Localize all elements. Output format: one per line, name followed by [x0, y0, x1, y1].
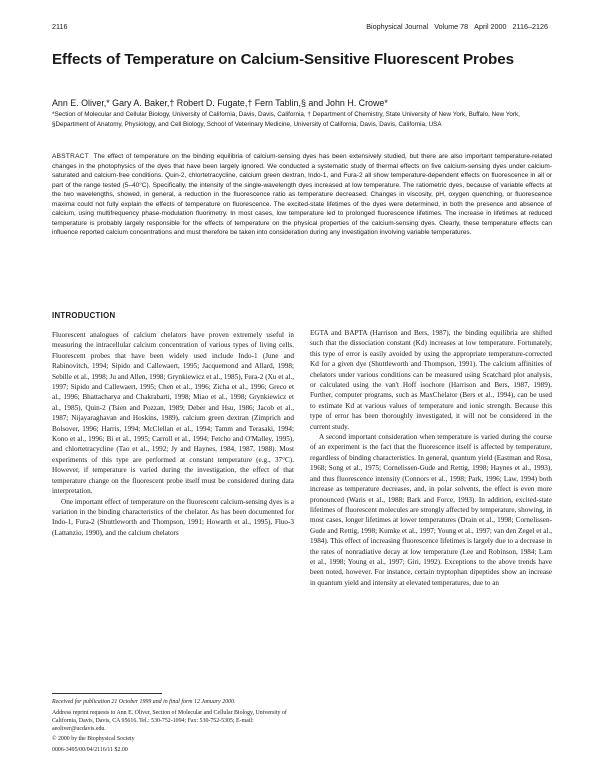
section-heading: INTRODUCTION	[52, 311, 116, 320]
journal-name: Biophysical Journal	[366, 22, 429, 31]
address-note: Address reprint requests to Ann E. Oliver, Section of Molecular and Cellular Biology, University of California, Davis, Davis, CA 95616. Tel.: 530-752-1094; Fax: 530-752-5305; E-mail: aeoliver@ucdavis.edu.	[52, 709, 287, 732]
page-number: 2116	[52, 22, 68, 31]
author-list: Ann E. Oliver,* Gary A. Baker,† Robert D. Fugate,† Fern Tablin,§ and John H. Crowe*	[52, 98, 388, 108]
right-column	[310, 328, 552, 772]
running-header	[362, 22, 548, 31]
body-paragraph: EGTA and BAPTA (Harrison and Bers, 1987), the binding equilibria are shifted such that the dissociation constant (Kd) increases at low temperature. Fortunately, this type of error is easily avoided by using the appropriate temperature-corrected Kd for a given dye (Shuttleworth and Thompson, 1991). The calcium affinities of chelators under various conditions can be measured using Scatchard plot analysis, or calculated using the van't Hoff isochore (Harrison and Bers, 1987, 1989). Further, computer programs, such as MaxChelator (Bers et al., 1994), can be used to estimate Kd at various values of temperature and ionic strength. Because this type of error has been thoroughly investigated, it will not be considered in the current study.	[310, 329, 552, 431]
body-paragraph: Fluorescent analogues of calcium chelators have proven extremely useful in measuring the intracellular calcium concentration of various types of living cells. Fluorescent probes that have been widely used include Indo-1 (June and Rabinovitch, 1994; Sipido and Callewaert, 1995; Jacquemond and Allard, 1998; Sebille et al., 1998; Ju and Allen, 1998; Grynkiewicz et al., 1985), Fura-2 (Xu et al., 1997; Sipido and Callewaert, 1995; Chen et al., 1996; Zicha et al., 1996; Greco et al., 1996; Bhattacharya and Chakrabarti, 1998; Miao et al., 1998; Grynkiewicz et al., 1985), Quin-2 (Tsien and Pozzan, 1989; Deber and Hsu, 1986; Jacob et al., 1987; Nijayaraghavan and Hoskins, 1989), calcium green dextran (Zimprich and Bolsover, 1996; Harris, 1994; McClellan et al., 1994; Tamm and Terasaki, 1994; Kono et al., 1996; Bi et al., 1995; Carroll et al., 1994; Fetcho and O'Malley, 1995), and chlortetracycline (Tao et al., 1992; Jy and Haynes, 1984, 1987, 1988). Most experiments of this type are performed at constant temperature (e.g., 37°C). However, if temperature is varied during the investigation, the effect of that temperature change on the fluorescent probe itself must be considered during data interpretation.	[52, 331, 294, 496]
abstract-label: ABSTRACT	[52, 153, 90, 160]
abstract-text: The effect of temperature on the binding equilibria of calcium-sensing dyes has been extensively studied, but there are also important temperature-related changes in the photophysics of the dyes that have been largely ignored. We conducted a systematic study of thermal effects on five calcium-sensing dyes under calcium-saturated and calcium-free conditions. Quin-2, chlortetracycline, calcium green dextran, Indo-1, and Fura-2 all show temperature-dependent effects on fluorescence in all or part of the range tested (5–40°C). Specifically, the intensity of the single-wavelength dyes increased at low temperature. The ratiometric dyes, because of variable effects at the two wavelengths, showed, in general, a reduction in the fluorescence ratio as temperature decreased. Changes in viscosity, pH, oxygen quenching, or fluorescence maxima could not fully explain the effects of temperature on fluorescence. The excited-state lifetimes of the dyes were determined, in both the presence and absence of calcium, using multifrequency phase-modulation fluorimetry. In most cases, low temperature led to prolonged fluorescence lifetimes. The increase in lifetimes at reduced temperature is probably largely responsible for the effects of temperature on the physical properties of the calcium-sensing dyes. Clearly, these temperature effects can influence reported calcium concentrations and must therefore be taken into consideration during any investigation involving variable temperatures.	[52, 153, 552, 236]
received-note: Received for publication 21 October 1999 and in final form 12 January 2000.	[52, 699, 236, 705]
footnotes	[52, 698, 294, 756]
article-title: Effects of Temperature on Calcium-Sensitive Fluorescent Probes	[52, 51, 514, 68]
journal-pages: 2116–2126	[512, 22, 548, 31]
left-column	[52, 330, 294, 693]
footnote-divider	[52, 693, 162, 694]
author-affiliations: *Section of Molecular and Cellular Biology, University of California, Davis, Davis, California, † Department of Chemistry, State University of New York, Buffalo, New York, §Department of Anatomy, Physiology, and Cell Biology, School of Veterinary Medicine, University of California, Davis, Davis, California, USA	[52, 111, 520, 128]
article-code: 0006-3495/00/04/2116/11 $2.00	[52, 746, 128, 753]
copyright-note: © 2000 by the Biophysical Society	[52, 736, 135, 742]
abstract	[52, 152, 552, 238]
body-paragraph: A second important consideration when temperature is varied during the course of an experiment is the fact that the fluorescence itself is affected by temperature, regardless of binding characteristics. In general, quantum yield (Eastman and Rosa, 1968; Song et al., 1975; Cornelissen-Gude and Rettig, 1998; Haynes et al., 1993), and thus fluorescence intensity (Connors et al., 1998; Park, 1996; Law, 1994) both increase as temperature decreases, and, in polar solvents, the effect is even more pronounced (Waris et al., 1988; Bark and Force, 1993). In addition, excited-state lifetimes of fluorescent molecules are strongly affected by temperature, showing, in most cases, longer lifetimes at lower temperatures (Drain et al., 1998; Cornelissen-Gude and Rettig, 1998; Kumke et al., 1997; Young et al., 1997; van den Zegel et al., 1984). This effect of increasing fluorescence lifetimes is largely due to a decrease in the rates of nonradiative decay at low temperature (Lee and Robinson, 1984; Lam et al., 1998; Young et al., 1997; Giri, 1992). Exceptions to the above trends have been noted, however. For instance, certain tryptophan dipeptides show an increase in quantum yield and intensity at elevated temperatures, due to an	[310, 433, 552, 587]
body-paragraph: One important effect of temperature on the fluorescent calcium-sensing dyes is a variation in the binding characteristics of the chelator. As has been documented for Indo-1, Fura-2 (Shuttleworth and Thompson, 1991; Howarth et al., 1995), Fluo-3 (Lattanzio, 1990), and the calcium chelators	[52, 497, 294, 537]
journal-date: April 2000	[474, 22, 507, 31]
journal-volume: Volume 78	[434, 22, 469, 31]
